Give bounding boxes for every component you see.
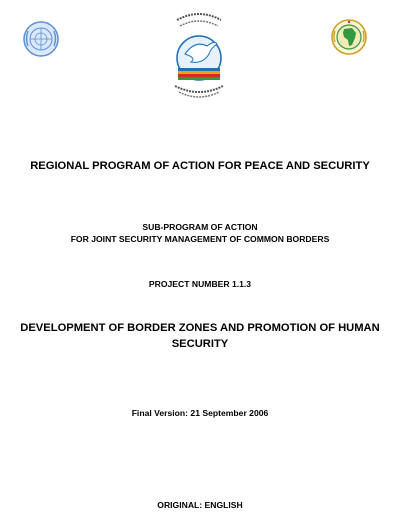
project-title-line-1: DEVELOPMENT OF BORDER ZONES AND PROMOTION OF HUMAN (20, 322, 380, 334)
final-version-date: Final Version: 21 September 2006 (131, 408, 269, 418)
document-title: REGIONAL PROGRAM OF ACTION FOR PEACE AND SECURITY (30, 160, 370, 172)
subprogram-title-line-2: FOR JOINT SECURITY MANAGEMENT OF COMMON BORDERS (70, 234, 330, 244)
original-language: ORIGINAL: ENGLISH (157, 500, 243, 510)
un-emblem-icon (22, 20, 60, 58)
african-union-emblem-icon (330, 18, 368, 56)
subprogram-title-line-1: SUB-PROGRAM OF ACTION (142, 222, 258, 232)
project-number: PROJECT NUMBER 1.1.3 (148, 279, 252, 289)
project-title-line-2: SECURITY (171, 338, 229, 350)
icglr-dove-emblem-icon (167, 10, 231, 98)
